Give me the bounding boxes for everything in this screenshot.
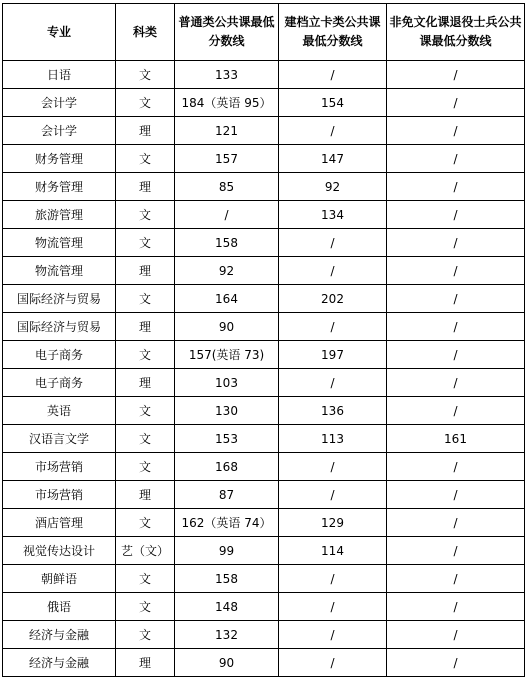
veteran-cutoff-cell: / bbox=[387, 369, 525, 397]
registered-poverty-cutoff-cell: / bbox=[279, 369, 387, 397]
subject-category-cell: 文 bbox=[116, 621, 175, 649]
registered-poverty-cutoff-cell: 114 bbox=[279, 537, 387, 565]
registered-poverty-cutoff-cell: 147 bbox=[279, 145, 387, 173]
regular-cutoff-cell: 99 bbox=[175, 537, 279, 565]
major-cell: 物流管理 bbox=[3, 257, 116, 285]
table-row bbox=[3, 173, 525, 201]
veteran-cutoff-cell: / bbox=[387, 285, 525, 313]
regular-cutoff-cell: 132 bbox=[175, 621, 279, 649]
major-cell: 汉语言文学 bbox=[3, 425, 116, 453]
registered-poverty-cutoff-cell: 197 bbox=[279, 341, 387, 369]
table-row bbox=[3, 145, 525, 173]
subject-category-cell: 文 bbox=[116, 397, 175, 425]
subject-category-cell: 理 bbox=[116, 649, 175, 677]
major-cell: 英语 bbox=[3, 397, 116, 425]
subject-category-cell: 文 bbox=[116, 145, 175, 173]
table-row bbox=[3, 453, 525, 481]
subject-category-cell: 文 bbox=[116, 565, 175, 593]
regular-cutoff-cell: 85 bbox=[175, 173, 279, 201]
cutoff-score-table bbox=[2, 3, 525, 677]
veteran-cutoff-cell: / bbox=[387, 313, 525, 341]
header-veteran-cutoff: 非免文化课退役士兵公共课最低分数线 bbox=[387, 4, 525, 61]
registered-poverty-cutoff-cell: / bbox=[279, 257, 387, 285]
regular-cutoff-cell: 92 bbox=[175, 257, 279, 285]
table-row bbox=[3, 341, 525, 369]
registered-poverty-cutoff-cell: / bbox=[279, 61, 387, 89]
registered-poverty-cutoff-cell: 113 bbox=[279, 425, 387, 453]
registered-poverty-cutoff-cell: / bbox=[279, 593, 387, 621]
subject-category-cell: 理 bbox=[116, 117, 175, 145]
subject-category-cell: 文 bbox=[116, 229, 175, 257]
header-regular-cutoff: 普通类公共课最低分数线 bbox=[175, 4, 279, 61]
regular-cutoff-cell: 184（英语 95） bbox=[175, 89, 279, 117]
major-cell: 市场营销 bbox=[3, 453, 116, 481]
major-cell: 电子商务 bbox=[3, 369, 116, 397]
major-cell: 财务管理 bbox=[3, 173, 116, 201]
major-cell: 视觉传达设计 bbox=[3, 537, 116, 565]
regular-cutoff-cell: 148 bbox=[175, 593, 279, 621]
table-row bbox=[3, 397, 525, 425]
table-body bbox=[3, 61, 525, 677]
major-cell: 会计学 bbox=[3, 117, 116, 145]
table-row bbox=[3, 481, 525, 509]
registered-poverty-cutoff-cell: 136 bbox=[279, 397, 387, 425]
registered-poverty-cutoff-cell: / bbox=[279, 565, 387, 593]
major-cell: 物流管理 bbox=[3, 229, 116, 257]
table-row bbox=[3, 593, 525, 621]
registered-poverty-cutoff-cell: / bbox=[279, 117, 387, 145]
regular-cutoff-cell: 157(英语 73) bbox=[175, 341, 279, 369]
subject-category-cell: 文 bbox=[116, 89, 175, 117]
regular-cutoff-cell: / bbox=[175, 201, 279, 229]
registered-poverty-cutoff-cell: 134 bbox=[279, 201, 387, 229]
veteran-cutoff-cell: / bbox=[387, 621, 525, 649]
regular-cutoff-cell: 121 bbox=[175, 117, 279, 145]
subject-category-cell: 理 bbox=[116, 173, 175, 201]
veteran-cutoff-cell: / bbox=[387, 117, 525, 145]
score-table-sheet bbox=[2, 3, 525, 677]
subject-category-cell: 理 bbox=[116, 481, 175, 509]
subject-category-cell: 理 bbox=[116, 257, 175, 285]
table-row bbox=[3, 257, 525, 285]
subject-category-cell: 文 bbox=[116, 453, 175, 481]
table-header bbox=[3, 4, 525, 61]
veteran-cutoff-cell: / bbox=[387, 201, 525, 229]
veteran-cutoff-cell: / bbox=[387, 61, 525, 89]
registered-poverty-cutoff-cell: / bbox=[279, 649, 387, 677]
subject-category-cell: 文 bbox=[116, 285, 175, 313]
major-cell: 日语 bbox=[3, 61, 116, 89]
subject-category-cell: 文 bbox=[116, 425, 175, 453]
regular-cutoff-cell: 162（英语 74） bbox=[175, 509, 279, 537]
major-cell: 经济与金融 bbox=[3, 649, 116, 677]
registered-poverty-cutoff-cell: 129 bbox=[279, 509, 387, 537]
regular-cutoff-cell: 153 bbox=[175, 425, 279, 453]
registered-poverty-cutoff-cell: / bbox=[279, 621, 387, 649]
subject-category-cell: 理 bbox=[116, 313, 175, 341]
veteran-cutoff-cell: / bbox=[387, 649, 525, 677]
subject-category-cell: 文 bbox=[116, 509, 175, 537]
registered-poverty-cutoff-cell: 92 bbox=[279, 173, 387, 201]
table-row bbox=[3, 537, 525, 565]
registered-poverty-cutoff-cell: 154 bbox=[279, 89, 387, 117]
major-cell: 会计学 bbox=[3, 89, 116, 117]
veteran-cutoff-cell: / bbox=[387, 257, 525, 285]
registered-poverty-cutoff-cell: / bbox=[279, 481, 387, 509]
header-registered-poverty-cutoff: 建档立卡类公共课最低分数线 bbox=[279, 4, 387, 61]
table-row bbox=[3, 621, 525, 649]
subject-category-cell: 文 bbox=[116, 61, 175, 89]
regular-cutoff-cell: 157 bbox=[175, 145, 279, 173]
major-cell: 国际经济与贸易 bbox=[3, 285, 116, 313]
table-row bbox=[3, 565, 525, 593]
registered-poverty-cutoff-cell: 202 bbox=[279, 285, 387, 313]
table-row bbox=[3, 61, 525, 89]
major-cell: 俄语 bbox=[3, 593, 116, 621]
table-row bbox=[3, 369, 525, 397]
major-cell: 国际经济与贸易 bbox=[3, 313, 116, 341]
subject-category-cell: 文 bbox=[116, 593, 175, 621]
regular-cutoff-cell: 133 bbox=[175, 61, 279, 89]
major-cell: 酒店管理 bbox=[3, 509, 116, 537]
header-major: 专业 bbox=[3, 4, 116, 61]
veteran-cutoff-cell: 161 bbox=[387, 425, 525, 453]
regular-cutoff-cell: 168 bbox=[175, 453, 279, 481]
table-row bbox=[3, 201, 525, 229]
veteran-cutoff-cell: / bbox=[387, 89, 525, 117]
regular-cutoff-cell: 90 bbox=[175, 313, 279, 341]
subject-category-cell: 文 bbox=[116, 201, 175, 229]
regular-cutoff-cell: 103 bbox=[175, 369, 279, 397]
regular-cutoff-cell: 158 bbox=[175, 229, 279, 257]
veteran-cutoff-cell: / bbox=[387, 593, 525, 621]
veteran-cutoff-cell: / bbox=[387, 537, 525, 565]
table-row bbox=[3, 649, 525, 677]
major-cell: 财务管理 bbox=[3, 145, 116, 173]
veteran-cutoff-cell: / bbox=[387, 341, 525, 369]
major-cell: 电子商务 bbox=[3, 341, 116, 369]
veteran-cutoff-cell: / bbox=[387, 565, 525, 593]
table-row bbox=[3, 425, 525, 453]
table-row bbox=[3, 117, 525, 145]
table-row bbox=[3, 285, 525, 313]
veteran-cutoff-cell: / bbox=[387, 173, 525, 201]
veteran-cutoff-cell: / bbox=[387, 509, 525, 537]
registered-poverty-cutoff-cell: / bbox=[279, 453, 387, 481]
veteran-cutoff-cell: / bbox=[387, 397, 525, 425]
major-cell: 朝鲜语 bbox=[3, 565, 116, 593]
major-cell: 旅游管理 bbox=[3, 201, 116, 229]
table-row bbox=[3, 229, 525, 257]
regular-cutoff-cell: 164 bbox=[175, 285, 279, 313]
header-row bbox=[3, 4, 525, 61]
veteran-cutoff-cell: / bbox=[387, 481, 525, 509]
regular-cutoff-cell: 87 bbox=[175, 481, 279, 509]
major-cell: 市场营销 bbox=[3, 481, 116, 509]
header-subject-category: 科类 bbox=[116, 4, 175, 61]
major-cell: 经济与金融 bbox=[3, 621, 116, 649]
subject-category-cell: 艺（文） bbox=[116, 537, 175, 565]
registered-poverty-cutoff-cell: / bbox=[279, 313, 387, 341]
table-row bbox=[3, 313, 525, 341]
table-row bbox=[3, 89, 525, 117]
subject-category-cell: 理 bbox=[116, 369, 175, 397]
regular-cutoff-cell: 158 bbox=[175, 565, 279, 593]
veteran-cutoff-cell: / bbox=[387, 453, 525, 481]
regular-cutoff-cell: 90 bbox=[175, 649, 279, 677]
registered-poverty-cutoff-cell: / bbox=[279, 229, 387, 257]
subject-category-cell: 文 bbox=[116, 341, 175, 369]
regular-cutoff-cell: 130 bbox=[175, 397, 279, 425]
veteran-cutoff-cell: / bbox=[387, 145, 525, 173]
table-row bbox=[3, 509, 525, 537]
veteran-cutoff-cell: / bbox=[387, 229, 525, 257]
